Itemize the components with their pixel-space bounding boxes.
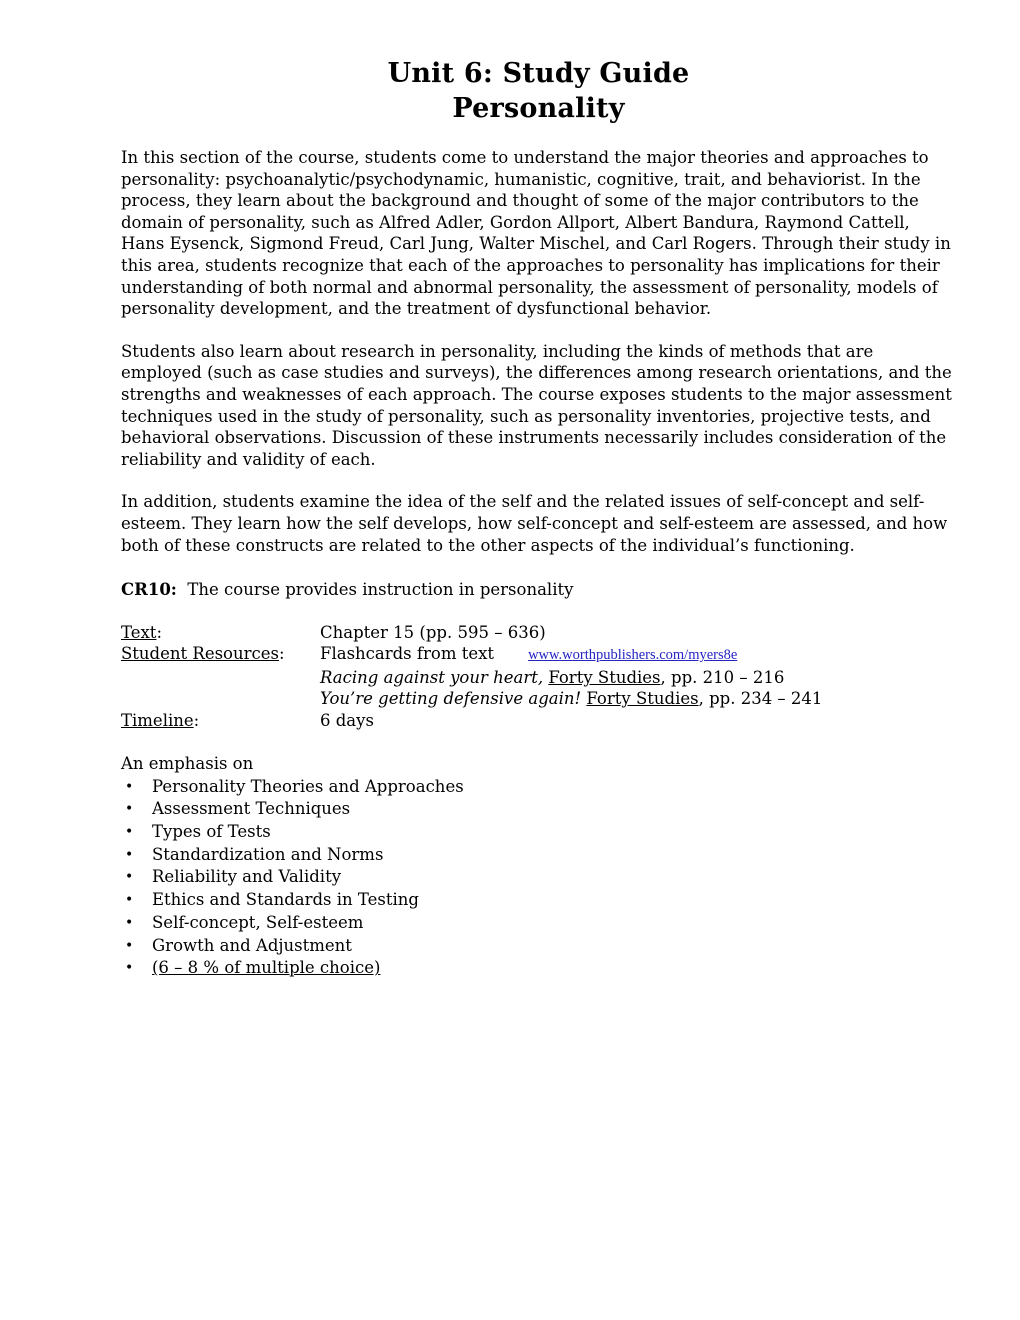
bullet-text: Personality Theories and Approaches [152,776,464,796]
emphasis-bullet-list [121,776,956,980]
list-item [121,935,956,958]
list-item [121,912,956,935]
list-item [121,889,956,912]
bullet-text: Ethics and Standards in Testing [152,890,419,910]
timeline-colon: : [193,711,200,731]
racing-pages: , pp. 210 – 216 [660,667,785,687]
racing-forty-studies: Forty Studies [548,667,661,687]
defensive-row-empty-label [121,688,320,710]
student-resources-row [121,643,956,667]
cr10-requirement-line [121,579,956,601]
student-resources-label-underlined: Student Resources [121,644,279,664]
timeline-label-underlined: Timeline [121,711,194,731]
bullet-text: Assessment Techniques [152,799,351,819]
bullet-text: (6 – 8 % of multiple choice) [152,958,381,978]
timeline-value: 6 days [320,711,374,731]
title-line-1: Unit 6: Study Guide [387,58,690,89]
bullet-icon: • [125,801,134,818]
bullet-text: Growth and Adjustment [152,935,352,955]
defensive-resource-value [320,688,956,710]
bullet-icon: • [125,937,134,954]
list-item [121,957,956,980]
student-resources-colon: : [278,644,285,664]
bullet-icon: • [125,914,134,931]
list-item [121,776,956,799]
bullet-text: Standardization and Norms [152,844,384,864]
intro-paragraph: In this section of the course, students come to understand the major theories and approaches to personality: psychoanalytic/psychodynamic, humanistic, cognitive, trait, and behaviorist. In the process, they learn about the background and thought of some of the major contributors to the domain of personality, such as Alfred Adler, Gordon Allport, Albert Bandura, Raymond Cattell, Hans Eysenck, Sigmond Freud, Carl Jung, Walter Mischel, and Carl Rogers. Through their study in this area, students recognize that each of the approaches to personality has implications for their understanding of both normal and abnormal personality, the assessment of personality, models of personality development, and the treatment of dysfunctional behavior. [121,148,951,319]
defensive-resource-row [121,688,956,710]
timeline-row [121,710,956,732]
bullet-text: Types of Tests [152,822,271,842]
worthpublishers-link[interactable]: www.worthpublishers.com/myers8e [528,647,738,664]
list-item [121,844,956,867]
text-label [121,622,320,644]
bullet-icon: • [125,869,134,886]
text-label-colon: : [156,622,162,642]
emphasis-heading: An emphasis on [121,753,254,773]
bullet-icon: • [125,824,134,841]
title-line-2: Personality [452,93,625,124]
bullet-icon: • [125,846,134,863]
racing-row-empty-label [121,667,320,689]
text-value: Chapter 15 (pp. 595 – 636) [320,622,546,642]
racing-title-italic: Racing against your heart, [320,667,549,687]
list-item [121,866,956,889]
bullet-icon: • [125,892,134,909]
resources-section [121,622,956,732]
cr10-text: The course provides instruction in personality [176,580,574,600]
document-title [121,56,956,126]
flashcards-text: Flashcards from text [320,644,495,664]
timeline-label [121,710,320,732]
racing-resource-value [320,667,956,689]
bullet-icon: • [125,778,134,795]
bullet-text: Self-concept, Self-esteem [152,912,364,932]
bullet-text: Reliability and Validity [152,867,342,887]
self-concept-paragraph: In addition, students examine the idea of the self and the related issues of self-concept and self-esteem. They learn how the self develops, how self-concept and self-esteem are assessed, and how both of these constructs are related to the other aspects of the individual’s functioning. [121,492,948,555]
student-resources-value [320,643,956,667]
emphasis-section [121,753,956,980]
defensive-pages: , pp. 234 – 241 [698,689,823,709]
bullet-icon: • [125,960,134,977]
research-paragraph: Students also learn about research in personality, including the kinds of methods that are employed (such as case studies and surveys), the differences among research orientations, and the strengths and weaknesses of each approach. The course exposes students to the major assessment techniques used in the study of personality, such as personality inventories, projective tests, and behavioral observations. Discussion of these instruments necessarily includes consideration of the reliability and validity of each. [121,341,952,469]
student-resources-label [121,643,320,667]
defensive-title-italic: You’re getting defensive again! [320,689,587,709]
list-item [121,798,956,821]
racing-resource-row [121,667,956,689]
text-resource-row [121,622,956,644]
cr10-label: CR10: [121,580,177,600]
list-item [121,821,956,844]
defensive-forty-studies: Forty Studies [586,689,699,709]
text-label-underlined: Text [121,622,157,642]
